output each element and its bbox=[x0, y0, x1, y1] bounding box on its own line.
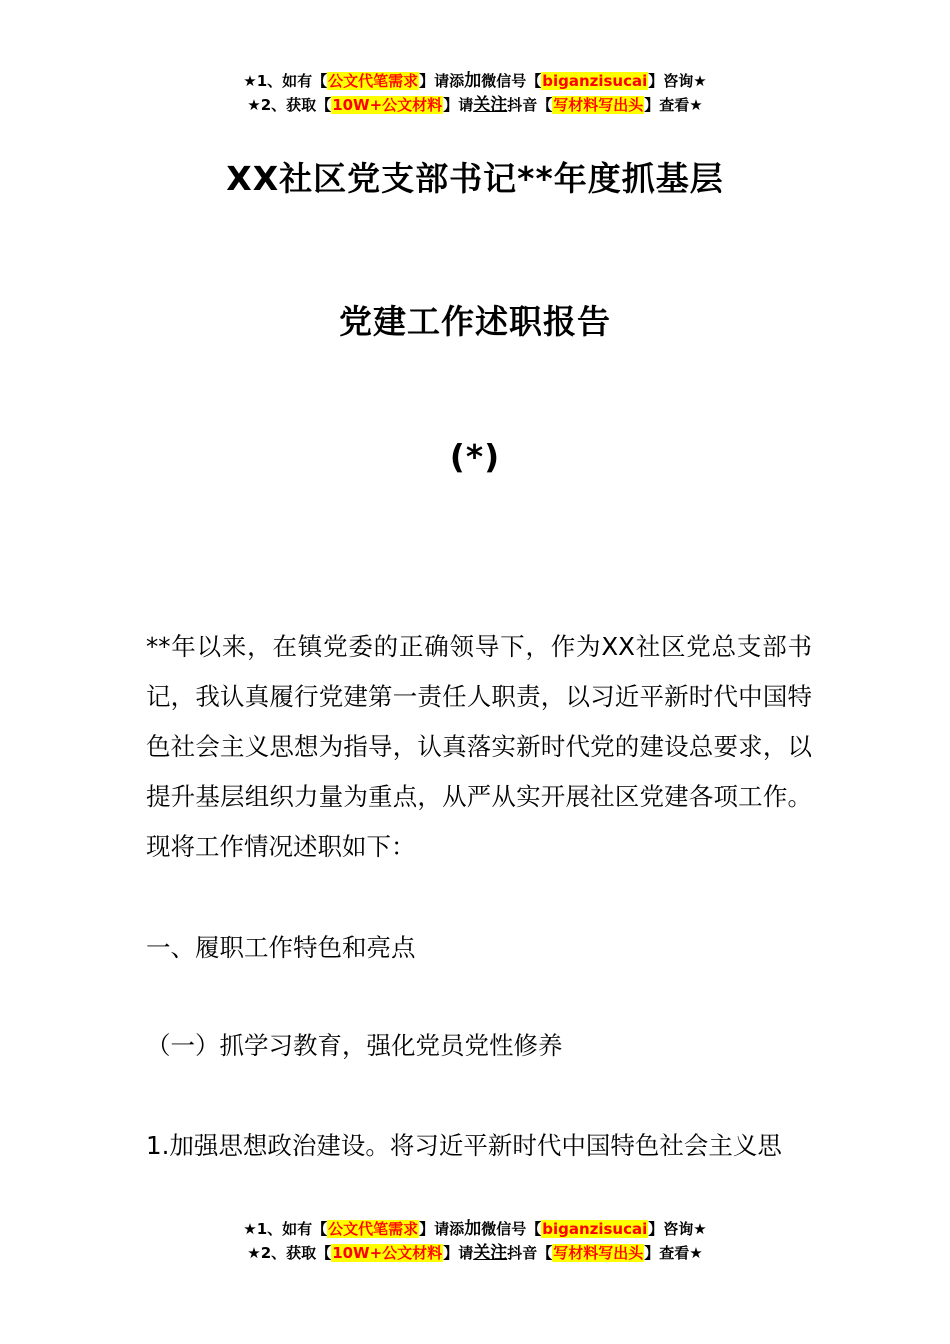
highlight-wechat-id: biganzisucai bbox=[542, 1220, 648, 1238]
banner-text-underlined: 关注 bbox=[473, 1243, 508, 1263]
highlight-wechat-id: biganzisucai bbox=[542, 72, 648, 90]
banner-line-1 bbox=[0, 69, 950, 93]
highlight-service: 公文代笔需求 bbox=[328, 72, 419, 90]
banner-text: 微信号【 bbox=[481, 72, 542, 90]
banner-text-emphasis: 加 bbox=[464, 1219, 482, 1239]
highlight-douyin-account: 写材料写出头 bbox=[553, 96, 644, 114]
banner-text: 】请添 bbox=[419, 72, 465, 90]
highlight-materials: 10W+公文材料 bbox=[332, 96, 443, 114]
banner-text: 】请 bbox=[443, 1244, 474, 1262]
banner-text: 抖音【 bbox=[507, 96, 553, 114]
banner-line-1 bbox=[0, 1217, 950, 1241]
banner-text: 抖音【 bbox=[507, 1244, 553, 1262]
subsection-heading: （一）抓学习教育，强化党员党性修养 bbox=[146, 1031, 563, 1060]
document-title-line-2: 党建工作述职报告 bbox=[339, 302, 611, 341]
banner-text: 】咨询★ bbox=[648, 1220, 707, 1238]
banner-text: ★1、如有【 bbox=[243, 72, 328, 90]
highlight-materials: 10W+公文材料 bbox=[332, 1244, 443, 1262]
banner-text: 】请添 bbox=[419, 1220, 465, 1238]
item-paragraph: 1.加强思想政治建设。将习近平新时代中国特色社会主义思 bbox=[146, 1131, 782, 1160]
banner-text: ★2、获取【 bbox=[247, 96, 332, 114]
section-heading: 一、履职工作特色和亮点 bbox=[146, 933, 416, 962]
banner-line-2 bbox=[0, 93, 950, 117]
document-title-line-1: XX社区党支部书记**年度抓基层 bbox=[226, 159, 724, 198]
banner-text: 】查看★ bbox=[644, 1244, 703, 1262]
highlight-service: 公文代笔需求 bbox=[328, 1220, 419, 1238]
document-title-line-3: (*) bbox=[449, 437, 501, 476]
banner-line-2 bbox=[0, 1241, 950, 1265]
banner-text: ★1、如有【 bbox=[243, 1220, 328, 1238]
banner-text-underlined: 关注 bbox=[473, 95, 508, 115]
top-banner bbox=[0, 69, 950, 117]
banner-text-emphasis: 加 bbox=[464, 71, 482, 91]
banner-text: 】查看★ bbox=[644, 96, 703, 114]
banner-text: 微信号【 bbox=[481, 1220, 542, 1238]
highlight-douyin-account: 写材料写出头 bbox=[553, 1244, 644, 1262]
banner-text: 】咨询★ bbox=[648, 72, 707, 90]
banner-text: 】请 bbox=[443, 96, 474, 114]
bottom-banner bbox=[0, 1217, 950, 1265]
intro-paragraph: **年以来，在镇党委的正确领导下，作为XX社区党总支部书记，我认真履行党建第一责任人职责，以习近平新时代中国特色社会主义思想为指导，认真落实新时代党的建设总要求，以提升基层组织力量为重点，从严从实开展社区党建各项工作。现将工作情况述职如下： bbox=[146, 632, 812, 861]
banner-text: ★2、获取【 bbox=[247, 1244, 332, 1262]
